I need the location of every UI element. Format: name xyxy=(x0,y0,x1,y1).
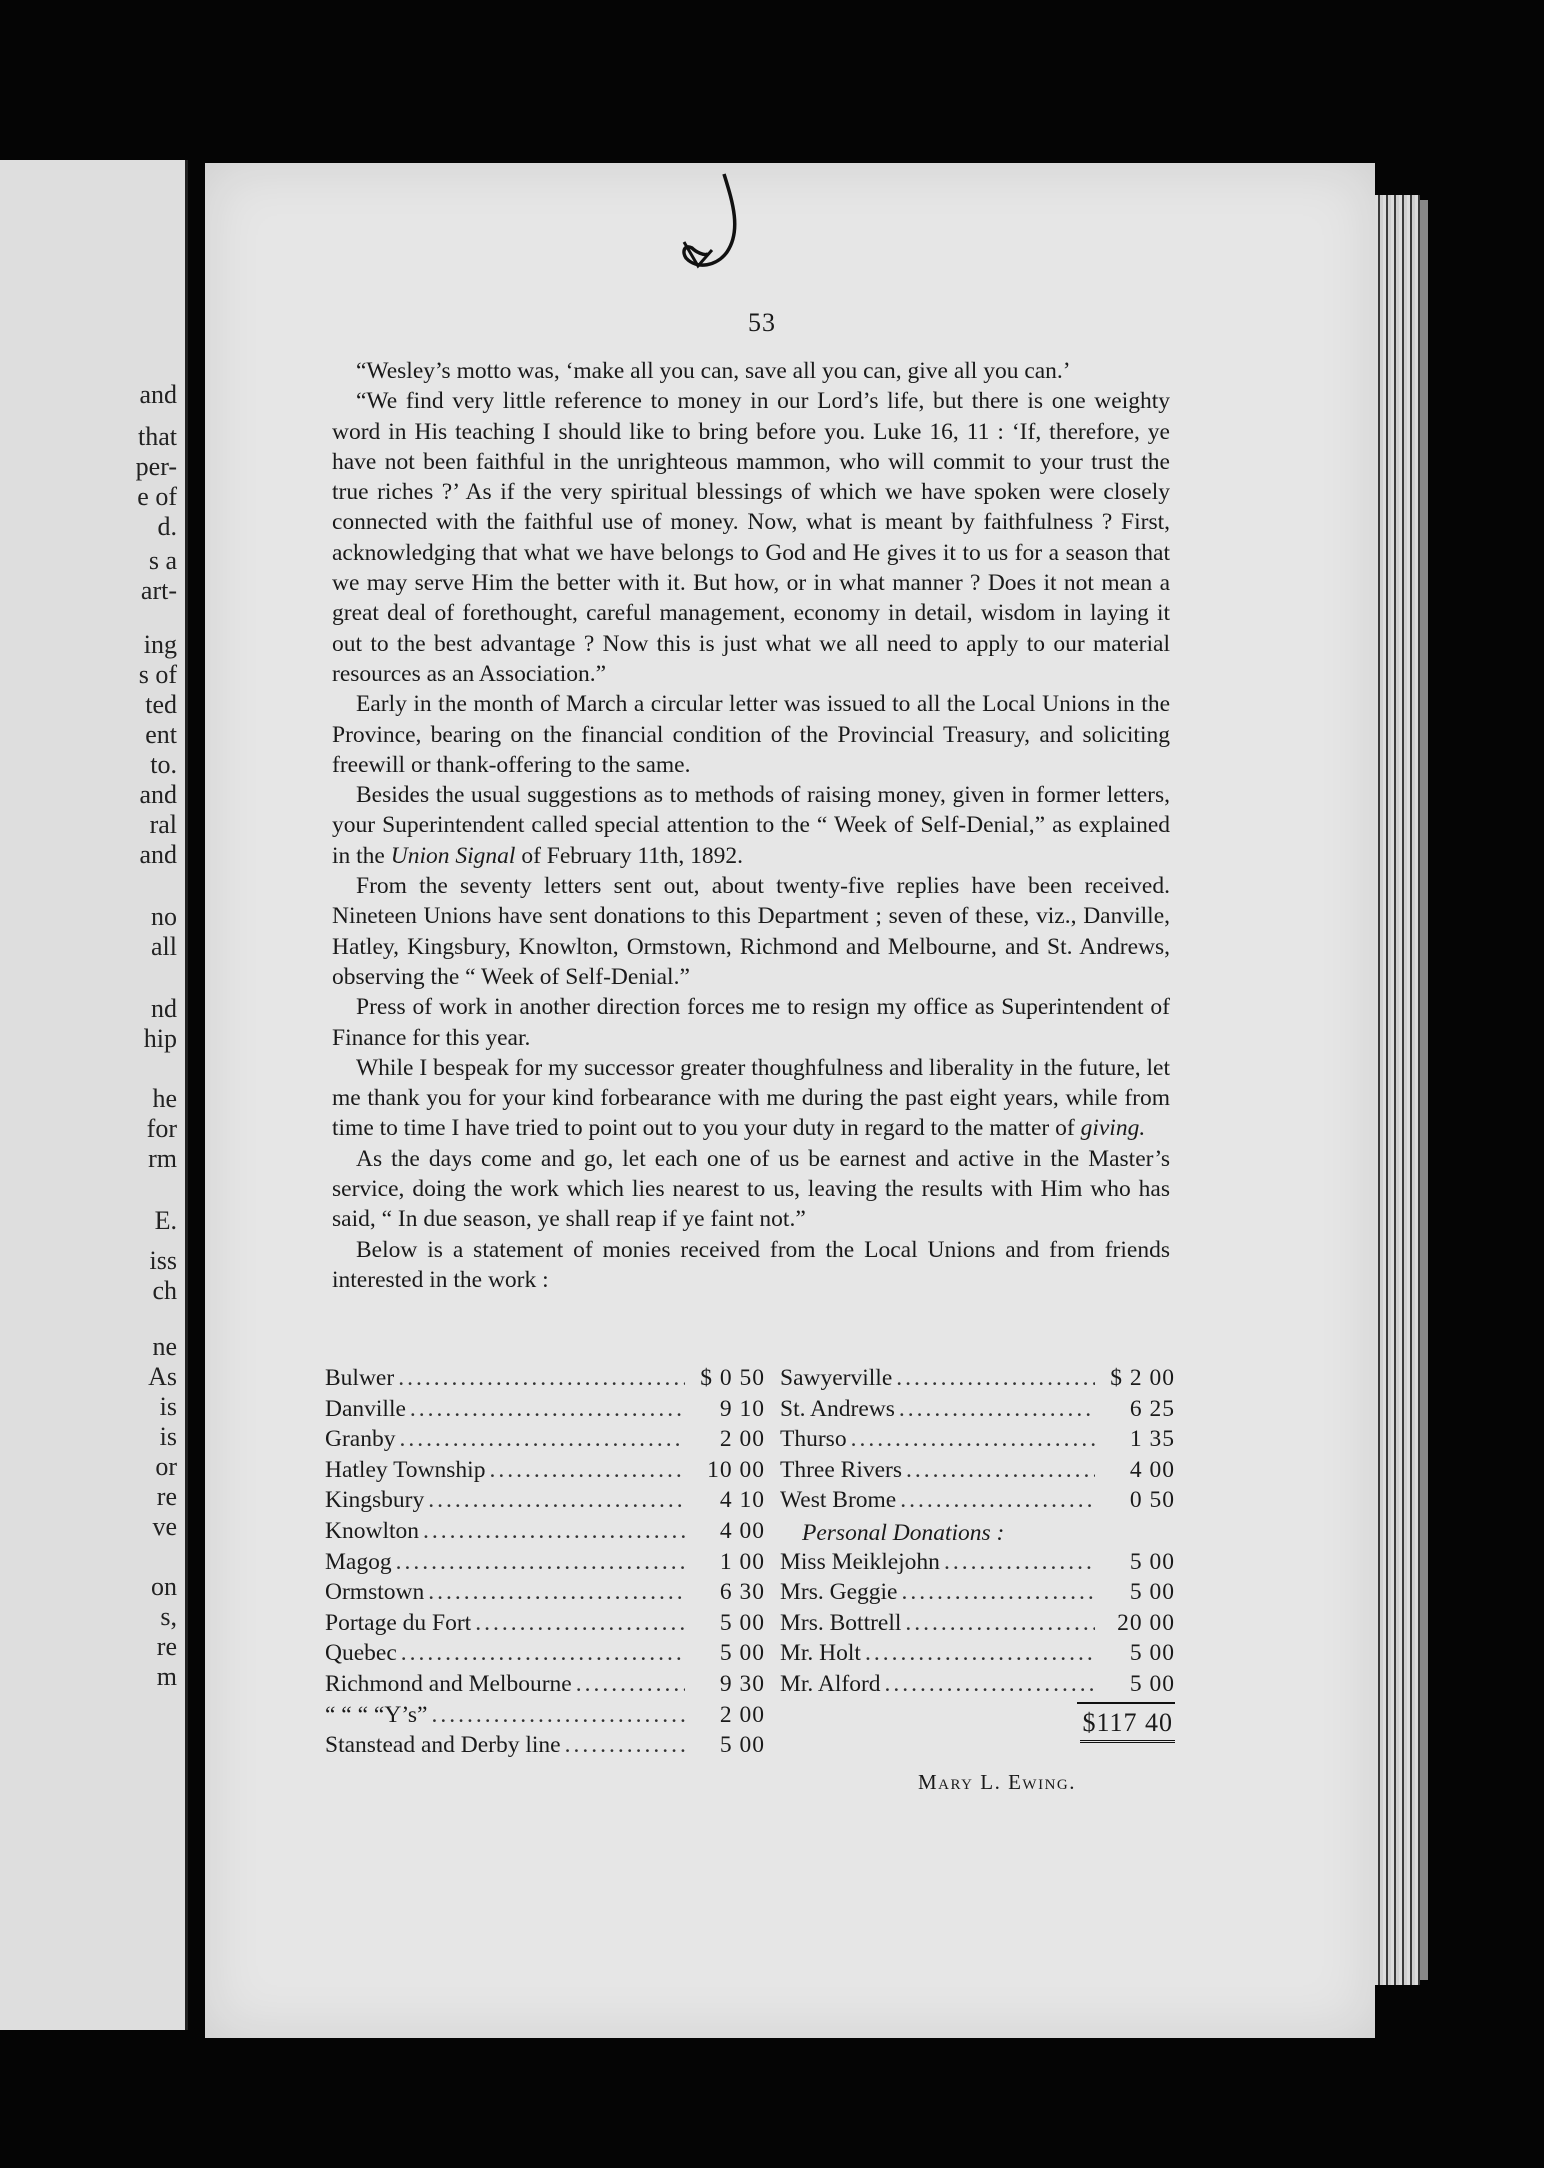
leader-dots xyxy=(944,1549,1095,1576)
entry-name: Bulwer xyxy=(325,1365,395,1391)
left-page-fragment: s, xyxy=(160,1602,177,1631)
left-page-fragment: ne xyxy=(152,1332,177,1361)
left-page-fragment: is xyxy=(159,1392,177,1421)
page-edges xyxy=(1375,195,1420,1985)
donor-entry xyxy=(780,1610,1175,1641)
union-entry xyxy=(325,1640,765,1671)
entry-name: St. Andrews xyxy=(780,1395,895,1422)
entry-name: Mrs. Bottrell xyxy=(780,1609,902,1636)
paragraph-suggestions xyxy=(332,780,1170,871)
paragraph-replies: From the seventy letters sent out, about twenty-five replies have been received. Nineteen Unions have sent donations to this Department ; seven of these, viz., Danville, Hatley, Kingsbury, Knowlton, Ormstown, Richmond and Melbourne, and St. Andrews, observing the “ Week of Self-Denial.” xyxy=(332,873,1170,990)
entry-amount: 20 00 xyxy=(1117,1609,1175,1636)
leader-dots xyxy=(905,1610,1095,1637)
leader-dots xyxy=(475,1610,685,1637)
entry-amount: 1 35 xyxy=(1129,1426,1175,1453)
donor-entry xyxy=(780,1640,1175,1671)
leader-dots xyxy=(410,1396,685,1423)
leader-dots xyxy=(901,1579,1095,1606)
left-page-fragment: re xyxy=(156,1632,177,1661)
paragraph-circular-letter: Early in the month of March a circular letter was issued to all the Local Unions in the Province, bearing on the financial condition of the Provincial Treasury, and soliciting freewill or thank-offering to the same. xyxy=(332,691,1170,778)
donor-entry xyxy=(780,1579,1175,1610)
leader-dots xyxy=(428,1579,685,1606)
leader-dots xyxy=(576,1671,685,1698)
left-page-fragment: that xyxy=(138,422,177,451)
publication-title: Union Signal xyxy=(390,842,516,869)
union-entry xyxy=(325,1549,765,1580)
leader-dots xyxy=(896,1365,1095,1392)
entry-name: “ “ “ “Y’s” xyxy=(325,1701,428,1728)
left-page-fragment: on xyxy=(151,1572,177,1601)
union-entry xyxy=(325,1365,765,1396)
entry-name: Stanstead and Derby line xyxy=(325,1732,561,1759)
left-page-fragment: E. xyxy=(154,1206,177,1235)
entry-name: Kingsbury xyxy=(325,1487,425,1514)
leader-dots xyxy=(428,1487,685,1514)
entry-amount: 2 00 xyxy=(719,1701,765,1728)
left-page-fragment: re xyxy=(156,1482,177,1511)
leader-dots xyxy=(851,1426,1095,1453)
entry-name: Mr. Holt xyxy=(780,1640,861,1667)
entry-name: Portage du Fort xyxy=(325,1609,472,1636)
entry-name: Mrs. Geggie xyxy=(780,1579,898,1606)
left-page-fragment: or xyxy=(155,1452,177,1481)
left-page-fragment: art- xyxy=(140,576,177,605)
entry-name: Danville xyxy=(325,1395,406,1422)
entry-amount: 5 00 xyxy=(719,1640,765,1667)
left-page-fragment: all xyxy=(151,932,177,961)
leader-dots xyxy=(900,1487,1095,1514)
left-page-fragment: nd xyxy=(151,994,177,1023)
union-entry xyxy=(325,1579,765,1610)
union-entry xyxy=(325,1426,765,1457)
entry-amount: 2 00 xyxy=(719,1426,765,1453)
left-page-fragment: s of xyxy=(138,660,177,689)
leader-dots xyxy=(401,1640,685,1667)
leader-dots xyxy=(906,1457,1095,1484)
entry-name: Quebec xyxy=(325,1640,397,1667)
entry-amount: 1 00 xyxy=(719,1548,765,1575)
text-run: of February 11th, 1892. xyxy=(515,842,744,869)
entry-amount: 6 25 xyxy=(1129,1395,1175,1422)
union-entry xyxy=(325,1702,765,1733)
total-rule xyxy=(1077,1702,1175,1704)
paragraph-statement-intro: Below is a statement of monies received from the Local Unions and from friends interested in the work : xyxy=(332,1236,1170,1293)
entry-name: Three Rivers xyxy=(780,1456,903,1483)
union-entry xyxy=(780,1426,1175,1457)
left-page-fragment: m xyxy=(156,1662,177,1691)
union-entry xyxy=(325,1457,765,1488)
pencil-mark xyxy=(672,170,762,280)
union-entry xyxy=(325,1518,765,1549)
entry-amount: 5 00 xyxy=(719,1732,765,1759)
entry-name: Miss Meiklejohn xyxy=(780,1548,940,1575)
paragraph-exhortation: As the days come and go, let each one of us be earnest and active in the Master’s service, doing the work which lies nearest to us, leaving the results with Him who has said, “ In due season, ye shall reap if ye faint not.” xyxy=(332,1145,1170,1233)
left-page-fragment: and xyxy=(139,380,177,409)
left-page-fragment: ral xyxy=(149,810,177,839)
left-page-fragment: ve xyxy=(152,1512,177,1541)
left-facing-page xyxy=(0,160,188,2030)
entry-amount: 5 00 xyxy=(1129,1640,1175,1667)
leader-dots xyxy=(565,1732,685,1759)
emphasis-giving: giving. xyxy=(1080,1115,1146,1142)
left-page-fragment: ch xyxy=(152,1276,177,1305)
entry-amount: 6 30 xyxy=(719,1579,765,1606)
left-page-fragment: d. xyxy=(157,512,177,541)
leader-dots xyxy=(885,1671,1095,1698)
entry-amount: 0 50 xyxy=(1129,1487,1175,1514)
union-entry xyxy=(325,1732,765,1763)
left-page-fragment: and xyxy=(139,780,177,809)
left-page-fragment: iss xyxy=(149,1246,177,1275)
left-page-fragment: and xyxy=(139,840,177,869)
entry-name: Sawyerville xyxy=(780,1365,893,1391)
body-text xyxy=(332,356,1170,1295)
entry-amount: 4 10 xyxy=(719,1487,765,1514)
text-run: While I bespeak for my successor greater thoughfulness and liberality in the future, let me thank you for your kind forbearance with me during the past eight years, while from time to time I have tried to point out to you your duty in regard to the matter of xyxy=(332,1054,1170,1142)
leader-dots xyxy=(489,1457,685,1484)
left-page-fragment: no xyxy=(151,902,177,931)
paragraph-successor xyxy=(332,1053,1170,1144)
entry-amount: 4 00 xyxy=(1129,1456,1175,1483)
left-page-fragment: to. xyxy=(150,750,177,779)
union-entry xyxy=(780,1365,1175,1396)
left-page-fragment: e of xyxy=(137,482,177,511)
left-page-fragment: ted xyxy=(145,690,177,719)
union-entry xyxy=(325,1671,765,1702)
entry-name: Thurso xyxy=(780,1426,847,1453)
union-entry xyxy=(325,1396,765,1427)
left-page-fragment: is xyxy=(159,1422,177,1451)
entry-name: Ormstown xyxy=(325,1579,425,1606)
entry-name: West Brome xyxy=(780,1487,897,1514)
left-page-fragment: for xyxy=(146,1114,177,1143)
left-page-fragment: ent xyxy=(145,720,177,749)
total-row xyxy=(780,1702,1175,1744)
entry-amount: 5 00 xyxy=(1129,1548,1175,1575)
leader-dots xyxy=(398,1365,685,1392)
union-entry xyxy=(780,1457,1175,1488)
entry-amount: 5 00 xyxy=(1129,1670,1175,1697)
entry-name: Hatley Township xyxy=(325,1456,486,1483)
entry-amount: $ 0 50 xyxy=(700,1365,765,1391)
leader-dots xyxy=(431,1702,685,1729)
entry-name: Richmond and Melbourne xyxy=(325,1670,572,1697)
total-amount: $117 40 xyxy=(1080,1708,1175,1743)
left-page-fragment: hip xyxy=(143,1024,177,1053)
left-page-fragment: ing xyxy=(143,630,177,659)
left-page-fragment: rm xyxy=(148,1144,177,1173)
paragraph-resignation: Press of work in another direction forces me to resign my office as Superintendent of Finance for this year. xyxy=(332,994,1170,1051)
entry-name: Magog xyxy=(325,1548,392,1575)
entry-amount: $ 2 00 xyxy=(1110,1365,1175,1391)
entry-amount: 9 10 xyxy=(719,1395,765,1422)
entry-amount: 9 30 xyxy=(719,1670,765,1697)
entry-amount: 10 00 xyxy=(707,1456,765,1483)
donor-entry xyxy=(780,1671,1175,1702)
signature: Mary L. Ewing. xyxy=(918,1770,1076,1794)
page-number: 53 xyxy=(748,308,776,337)
left-page-fragment: As xyxy=(148,1362,177,1391)
left-page-fragment: per- xyxy=(135,452,177,481)
union-entry xyxy=(780,1487,1175,1518)
leader-dots xyxy=(399,1426,685,1453)
entry-amount: 5 00 xyxy=(719,1609,765,1636)
unions-left-column xyxy=(325,1365,765,1763)
unions-right-column xyxy=(780,1365,1175,1744)
entry-amount: 4 00 xyxy=(719,1517,765,1544)
entry-amount: 5 00 xyxy=(1129,1579,1175,1606)
entry-name: Knowlton xyxy=(325,1517,419,1544)
left-page-fragment: he xyxy=(152,1084,177,1113)
union-entry xyxy=(325,1487,765,1518)
personal-donations-heading: Personal Donations : xyxy=(802,1519,1005,1546)
leader-dots xyxy=(899,1396,1095,1423)
entry-name: Mr. Alford xyxy=(780,1670,881,1697)
donor-entry xyxy=(780,1549,1175,1580)
entry-name: Granby xyxy=(325,1426,396,1453)
union-entry xyxy=(780,1396,1175,1427)
union-entry xyxy=(325,1610,765,1641)
leader-dots xyxy=(423,1518,685,1545)
left-page-fragment: s a xyxy=(148,546,177,575)
text-run: Besides the usual suggestions as to methods of raising money, given in former letters, your Superintendent called special attention to the “ Week of Self-Denial,” as explained in the xyxy=(332,782,1170,869)
leader-dots xyxy=(396,1549,685,1576)
leader-dots xyxy=(865,1640,1095,1667)
paragraph-faithfulness: “We find very little reference to money in our Lord’s life, but there is one weighty word in His teaching I should like to bring before you. Luke 16, 11 : ‘If, therefore, ye have not been faithful in the unrighteous mammon, who will commit to your trust the true riches ?’ As if the very spiritual blessings of which we have spoken were closely connected with the faithful use of money. Now, what is meant by faithfulness ? First, acknowledging that what we have belongs to God and He gives it to us for a season that we may serve Him the better with it. But how, or in what manner ? Does it not mean a great deal of forethought, careful management, economy in detail, wisdom in laying it out to the best advantage ? Now this is just what we all need to apply to our material resources as an Association.” xyxy=(332,388,1170,687)
paragraph-wesley-motto: “Wesley’s motto was, ‘make all you can, save all you can, give all you can.’ xyxy=(356,358,1071,384)
book-edge xyxy=(1420,200,1428,1980)
